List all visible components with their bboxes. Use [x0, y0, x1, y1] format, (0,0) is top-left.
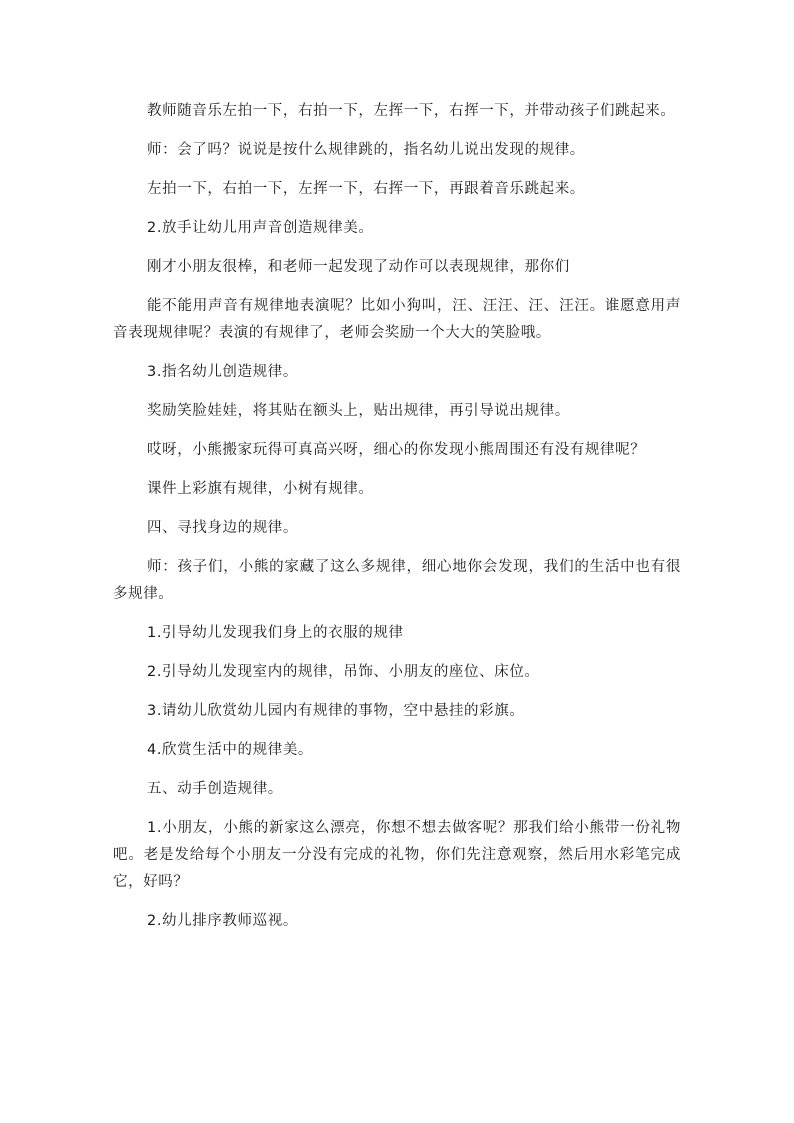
paragraph-bear-moving: 哎呀，小熊搬家玩得可真高兴呀，细心的你发现小熊周围还有没有规律呢？: [147, 442, 646, 458]
paragraph-life-rules: 师：孩子们，小熊的家藏了这么多规律，细心地你会发现，我们的生活中也有很多规律。: [113, 559, 681, 602]
paragraph-item-appreciate: 4.欣赏生活中的规律美。: [147, 742, 314, 758]
paragraph-dance-again: 左拍一下，右拍一下，左挥一下，右挥一下，再跟着音乐跳起来。: [147, 181, 585, 197]
paragraph-item-kindergarten: 3.请幼儿欣赏幼儿园内有规律的事物，空中悬挂的彩旗。: [147, 703, 525, 719]
paragraph-item-clothes: 1.引导幼儿发现我们身上的衣服的规律: [147, 625, 404, 641]
paragraph-step-2-heading: 2.放手让幼儿用声音创造规律美。: [147, 220, 374, 236]
paragraph-praise: 刚才小朋友很棒，和老师一起发现了动作可以表现规律，那你们: [147, 259, 570, 275]
paragraph-smiley-reward: 奖励笑脸娃娃，将其贴在额头上，贴出规律，再引导说出规律。: [147, 403, 570, 419]
paragraph-courseware: 课件上彩旗有规律，小树有规律。: [147, 481, 374, 497]
document-body: [113, 98, 681, 947]
paragraph-step-3-heading: 3.指名幼儿创造规律。: [147, 364, 298, 380]
paragraph-gift-task: 1.小朋友，小熊的新家这么漂亮，你想不想去做客呢？那我们给小熊带一份礼物吧。老是发给每个小朋友一分没有完成的礼物，你们先注意观察，然后用水彩笔完成它，好吗？: [113, 820, 681, 890]
paragraph-sorting: 2.幼儿排序教师巡视。: [147, 913, 298, 929]
paragraph-teacher-question: 师：会了吗？说说是按什么规律跳的，指名幼儿说出发现的规律。: [147, 142, 585, 158]
paragraph-section-5-heading: 五、动手创造规律。: [147, 781, 283, 797]
paragraph-teacher-demo: 教师随音乐左拍一下，右拍一下，左挥一下，右挥一下，并带动孩子们跳起来。: [147, 103, 676, 119]
paragraph-sound-rhythm: 能不能用声音有规律地表演呢？比如小狗叫，汪、汪汪、汪、汪汪。谁愿意用声音表现规律呢？表演的有规律了，老师会奖励一个大大的笑脸哦。: [113, 298, 681, 341]
paragraph-item-indoor: 2.引导幼儿发现室内的规律，吊饰、小朋友的座位、床位。: [147, 664, 540, 680]
paragraph-section-4-heading: 四、寻找身边的规律。: [147, 520, 298, 536]
